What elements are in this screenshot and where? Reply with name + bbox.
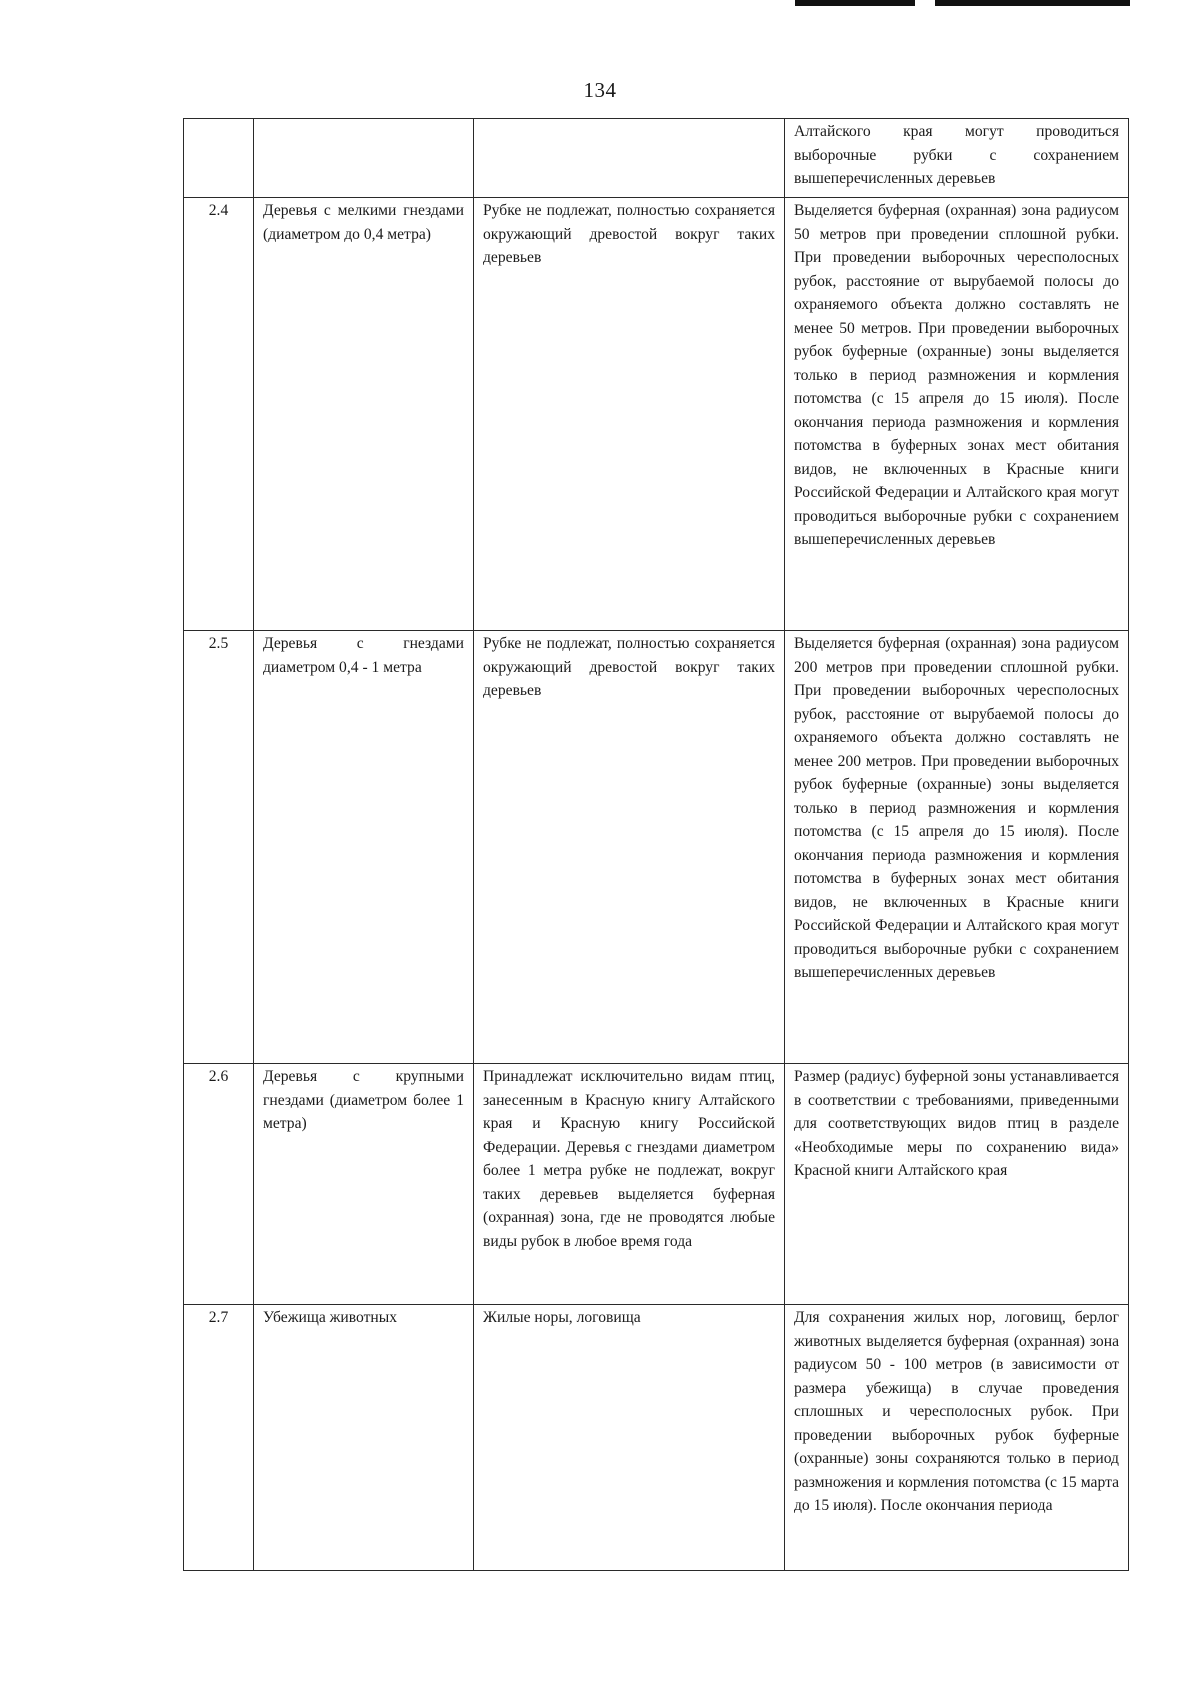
protected-object: Деревья с гнездами диаметром 0,4 - 1 метра	[254, 631, 474, 1064]
requirements-table	[183, 118, 1129, 1571]
row-number: 2.4	[184, 198, 254, 631]
table-row	[184, 631, 1129, 1064]
felling-requirement	[474, 119, 785, 198]
scan-artifact-bar-right	[935, 0, 1130, 6]
protection-measures: Выделяется буферная (охранная) зона радиусом 50 метров при проведении сплошной рубки. При проведении выборочных чересполосных рубок, расстояние от вырубаемой полосы до охраняемого объекта должно составлять не менее 50 метров. При проведении выборочных рубок буферные (охранные) зоны выделяется только в период размножения и кормления потомства (с 15 апреля до 15 июля). После окончания периода размножения и кормления потомства в буферных зонах мест обитания видов, не включенных в Красные книги Российской Федерации и Алтайского края могут проводиться выборочные рубки с сохранением вышеперечисленных деревьев	[785, 198, 1129, 631]
scan-artifact-bar-left	[795, 0, 915, 6]
table-row	[184, 1305, 1129, 1571]
protection-measures: Алтайского края могут проводиться выборочные рубки с сохранением вышеперечисленных деревьев	[785, 119, 1129, 198]
row-number: 2.6	[184, 1064, 254, 1305]
row-number: 2.5	[184, 631, 254, 1064]
felling-requirement: Принадлежат исключительно видам птиц, занесенным в Красную книгу Алтайского края и Красную книгу Российской Федерации. Деревья с гнездами диаметром более 1 метра рубке не подлежат, вокруг таких деревьев выделяется буферная (охранная) зона, где не проводятся любые виды рубок в любое время года	[474, 1064, 785, 1305]
felling-requirement: Жилые норы, логовища	[474, 1305, 785, 1571]
page-number: 134	[583, 78, 617, 102]
protected-object: Деревья с крупными гнездами (диаметром более 1 метра)	[254, 1064, 474, 1305]
protection-measures: Размер (радиус) буферной зоны устанавливается в соответствии с требованиями, приведенными для соответствующих видов птиц в разделе «Необходимые меры по сохранению вида» Красной книги Алтайского края	[785, 1064, 1129, 1305]
row-number	[184, 119, 254, 198]
protected-object: Убежища животных	[254, 1305, 474, 1571]
table-row	[184, 1064, 1129, 1305]
protected-object	[254, 119, 474, 198]
table-row	[184, 198, 1129, 631]
protected-object: Деревья с мелкими гнездами (диаметром до 0,4 метра)	[254, 198, 474, 631]
felling-requirement: Рубке не подлежат, полностью сохраняется окружающий древостой вокруг таких деревьев	[474, 631, 785, 1064]
protection-measures: Для сохранения жилых нор, логовищ, берлог животных выделяется буферная (охранная) зона радиусом 50 - 100 метров (в зависимости от размера убежища) в случае проведения сплошных и чересполосных рубок. При проведении выборочных рубок буферные (охранные) зоны сохраняются только в период размножения и кормления потомства (с 15 марта до 15 июля). После окончания периода	[785, 1305, 1129, 1571]
felling-requirement: Рубке не подлежат, полностью сохраняется окружающий древостой вокруг таких деревьев	[474, 198, 785, 631]
table-row	[184, 119, 1129, 198]
row-number: 2.7	[184, 1305, 254, 1571]
protection-measures: Выделяется буферная (охранная) зона радиусом 200 метров при проведении сплошной рубки. При проведении выборочных чересполосных рубок, расстояние от вырубаемой полосы до охраняемого объекта должно составлять не менее 200 метров. При проведении выборочных рубок буферные (охранные) зоны выделяется только в период размножения и кормления потомства (с 15 апреля до 15 июля). После окончания периода размножения и кормления потомства в буферных зонах мест обитания видов, не включенных в Красные книги Российской Федерации и Алтайского края могут проводиться выборочные рубки с сохранением вышеперечисленных деревьев	[785, 631, 1129, 1064]
